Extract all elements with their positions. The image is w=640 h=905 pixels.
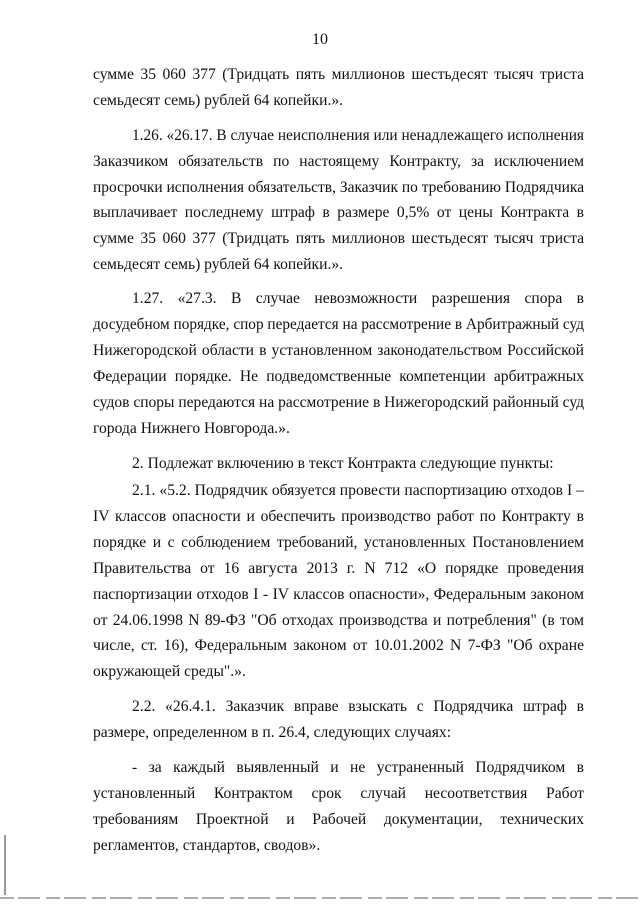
text-line: паспортизации отходов I - IV классов опасности», Федеральным законом (93, 586, 584, 603)
text-line: Заказчиком обязательств по настоящему Контракту, за исключением (93, 153, 584, 170)
document-body (93, 0, 584, 905)
scan-artifact-bottom (0, 897, 640, 899)
text-line: требованиям Проектной и Рабочей документации, технических (93, 811, 584, 828)
text-line: города Нижнего Новгорода.». (93, 420, 290, 437)
text-line: 1.27. «27.3. В случае невозможности разрешения спора в (132, 290, 584, 307)
scan-artifact-left (4, 835, 6, 895)
text-line: Федерации порядке. Не подведомственные компетенции арбитражных (93, 368, 584, 385)
text-line: судов споры передаются на рассмотрение в Нижегородский районный суд (93, 394, 584, 411)
text-line: Нижегородской области в установленном законодательством Российской (93, 342, 584, 359)
text-line: установленный Контрактом срок случай несоответствия Работ (93, 785, 584, 802)
text-line: 2. Подлежат включению в текст Контракта следующие пункты: (132, 455, 554, 472)
text-line: размере, определенном в п. 26.4, следующих случаях: (93, 724, 452, 741)
text-line: сумме 35 060 377 (Тридцать пять миллионов шестьдесят тысяч триста (93, 230, 584, 247)
text-line: 2.1. «5.2. Подрядчик обязуется провести паспортизацию отходов I – (132, 482, 584, 499)
text-line: семьдесят семь) рублей 64 копейки.». (93, 256, 344, 273)
text-line: от 24.06.1998 N 89-ФЗ "Об отходах производства и потребления" (в том (93, 612, 584, 629)
text-line: 2.2. «26.4.1. Заказчик вправе взыскать с Подрядчика штраф в (132, 698, 584, 715)
text-line: регламентов, стандартов, сводов». (93, 837, 321, 854)
page-number: 10 (312, 31, 328, 48)
text-line: IV классов опасности и обеспечить производство работ по Контракту в (93, 508, 584, 525)
text-line: окружающей среды".». (93, 663, 246, 680)
text-line: сумме 35 060 377 (Тридцать пять миллионов шестьдесят тысяч триста (93, 66, 584, 83)
text-line: Правительства от 16 августа 2013 г. N 712 «О порядке проведения (93, 560, 584, 577)
text-line: досудебном порядке, спор передается на рассмотрение в Арбитражный суд (93, 316, 584, 333)
text-line: просрочки исполнения обязательств, Заказчик по требованию Подрядчика (93, 179, 585, 196)
text-line: порядке и с соблюдением требований, установленных Постановлением (93, 534, 584, 551)
text-line: числе, ст. 16), Федеральным законом от 10.01.2002 N 7-ФЗ "Об охране (93, 637, 584, 654)
text-line: 1.26. «26.17. В случае неисполнения или ненадлежащего исполнения (132, 127, 584, 144)
text-line: - за каждый выявленный и не устраненный Подрядчиком в (132, 759, 584, 776)
text-line: выплачивает последнему штраф в размере 0,5% от цены Контракта в (93, 204, 584, 221)
text-line: семьдесят семь) рублей 64 копейки.». (93, 92, 344, 109)
